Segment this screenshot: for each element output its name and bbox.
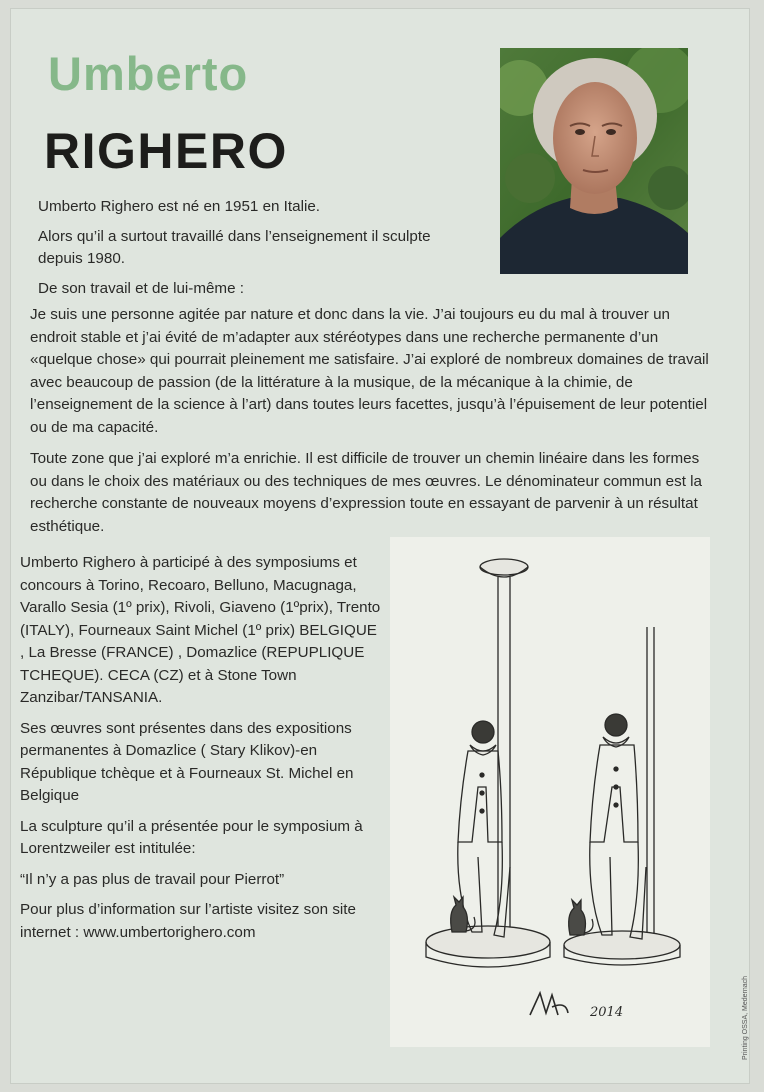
statement-paragraph: Je suis une personne agitée par nature et donc dans la vie. J’ai toujours eu du mal à trouver un endroit stable et j’ai évité de m’adapter aux stéréotypes dans une recherche permanente d’un «quelque chose» qui pourrait pleinement me satisfaire. J’ai exploré de nombreux domaines de travail avec beaucoup de passion (de la littérature à la musique, de la mécanique à la chimie, de l’enseignement de la science à l’art) dans toutes leurs facettes, jusqu’à l’épuisement de leur potentiel ou de ma capacité. <box>30 306 709 436</box>
intro-text <box>38 196 458 300</box>
artist-statement <box>30 304 720 538</box>
intro-paragraph: Umberto Righero est né en 1951 en Italie. <box>38 198 320 215</box>
artist-last-name: RIGHERO <box>44 123 288 179</box>
sculpture-title: “Il n’y a pas plus de travail pour Pierrot” <box>20 870 285 888</box>
exhibitions-text <box>20 552 384 944</box>
participation-paragraph: Umberto Righero à participé à des symposiums et concours à Torino, Recoaro, Belluno, Macugnaga, Varallo Sesia (1º prix), Rivoli, Giaveno (1ºprix), Trento (ITALY), Fourneaux Saint Michel (1º prix) BELGIQUE , La Bresse (FRANCE) , Domazlice (REPUPLIQUE TCHEQUE). CECA (CZ) et à Stone Town Zanzibar/TANSANIA. <box>20 554 381 706</box>
sculpture-drawing <box>390 537 710 1047</box>
intro-paragraph: De son travail et de lui-même : <box>38 279 244 297</box>
artist-first-name: Umberto <box>48 47 249 100</box>
drawing-signature-year: 2014 <box>590 1005 624 1020</box>
artist-portrait-photo <box>500 48 688 274</box>
statement-paragraph: Toute zone que j’ai exploré m’a enrichie. Il est difficile de trouver un chemin linéaire dans les formes ou dans le choix des matériaux ou des techniques de mes œuvres. Le dénominateur commun est la recherche constante de nouveaux moyens d’expression toute en essayant de parvenir à un résultat esthétique. <box>30 450 702 535</box>
intro-paragraph: Alors qu’il a surtout travaillé dans l’enseignement il sculpte depuis 1980. <box>38 227 431 267</box>
website-paragraph: Pour plus d’information sur l’artiste visitez son site internet : www.umbertorighero.com <box>20 901 356 941</box>
print-credit: Printing OSSA, Medernach <box>742 975 749 1060</box>
sculpture-intro-paragraph: La sculpture qu’il a présentée pour le symposium à Lorentzweiler est intitulée: <box>20 817 363 857</box>
exhibition-paragraph: Ses œuvres sont présentes dans des expositions permanentes à Domazlice ( Stary Klikov)-en République tchèque et à Fourneaux St. Michel en Belgique <box>20 719 354 804</box>
